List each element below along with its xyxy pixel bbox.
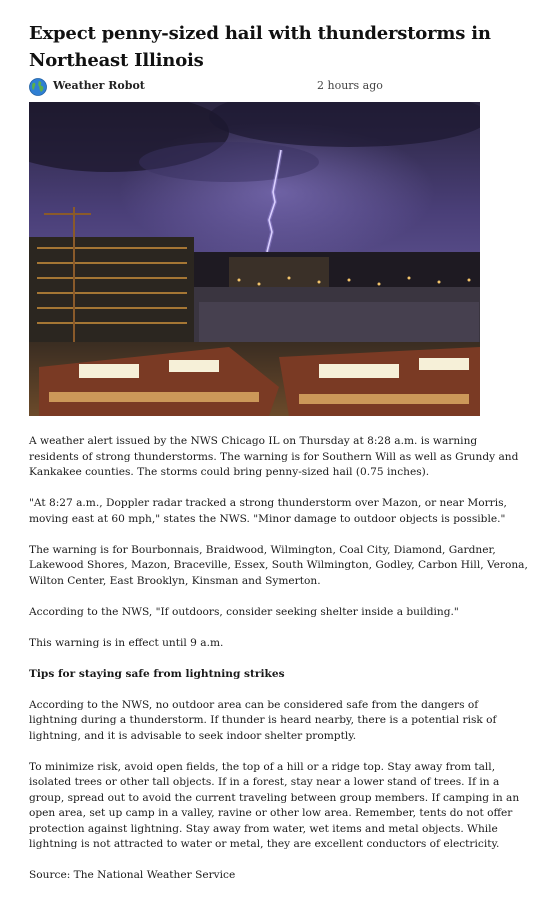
paragraph: "At 8:27 a.m., Doppler radar tracked a strong thunderstorm over Mazon, or near Morris, moving east at 60 mph," states the NWS. "Minor damage to outdoor objects is possible." [29,497,507,525]
paragraph: According to the NWS, no outdoor area can be considered safe from the dangers of lightning during a thunderstorm. If thunder is heard nearby, there is a potential risk of lightning, and it is advisable to seek indoor shelter promptly. [29,698,497,742]
headline: Expect penny-sized hail with thunderstorms in Northeast Illinois [29,23,491,71]
timestamp: 2 hours ago [317,79,383,92]
lightning-photo [29,102,480,416]
paragraph: This warning is in effect until 9 a.m. [29,636,224,649]
paragraph: According to the NWS, "If outdoors, consider seeking shelter inside a building." [29,605,459,618]
paragraph: The warning is for Bourbonnais, Braidwood, Wilmington, Coal City, Diamond, Gardner, Lakewood Shores, Mazon, Braceville, Essex, South Wilmington, Godley, Carbon Hill, Verona, Wilton Center, East Brooklyn, Kinsman and Symerton. [29,543,528,587]
article-body [29,434,529,899]
paragraph: A weather alert issued by the NWS Chicago IL on Thursday at 8:28 a.m. is warning residents of strong thunderstorms. The warning is for Southern Will as well as Grundy and Kankakee counties. The storms could bring penny-sized hail (0.75 inches). [29,435,519,478]
section-subheading: Tips for staying safe from lightning strikes [29,667,285,680]
author-name[interactable]: Weather Robot [53,79,145,92]
paragraph: To minimize risk, avoid open fields, the top of a hill or a ridge top. Stay away from tall, isolated trees or other tall objects. If in a forest, stay near a lower stand of trees. If in a group, spread out to avoid the current traveling between group members. If camping in an open area, set up camp in a valley, ravine or other low area. Remember, tents do not offer protection against lightning. Stay away from water, wet items and metal objects. While lightning is not attracted to water or metal, they are excellent conductors of electricity. [29,760,520,850]
byline [29,77,489,97]
source-line: Source: The National Weather Service [29,869,236,881]
globe-icon [29,78,47,96]
